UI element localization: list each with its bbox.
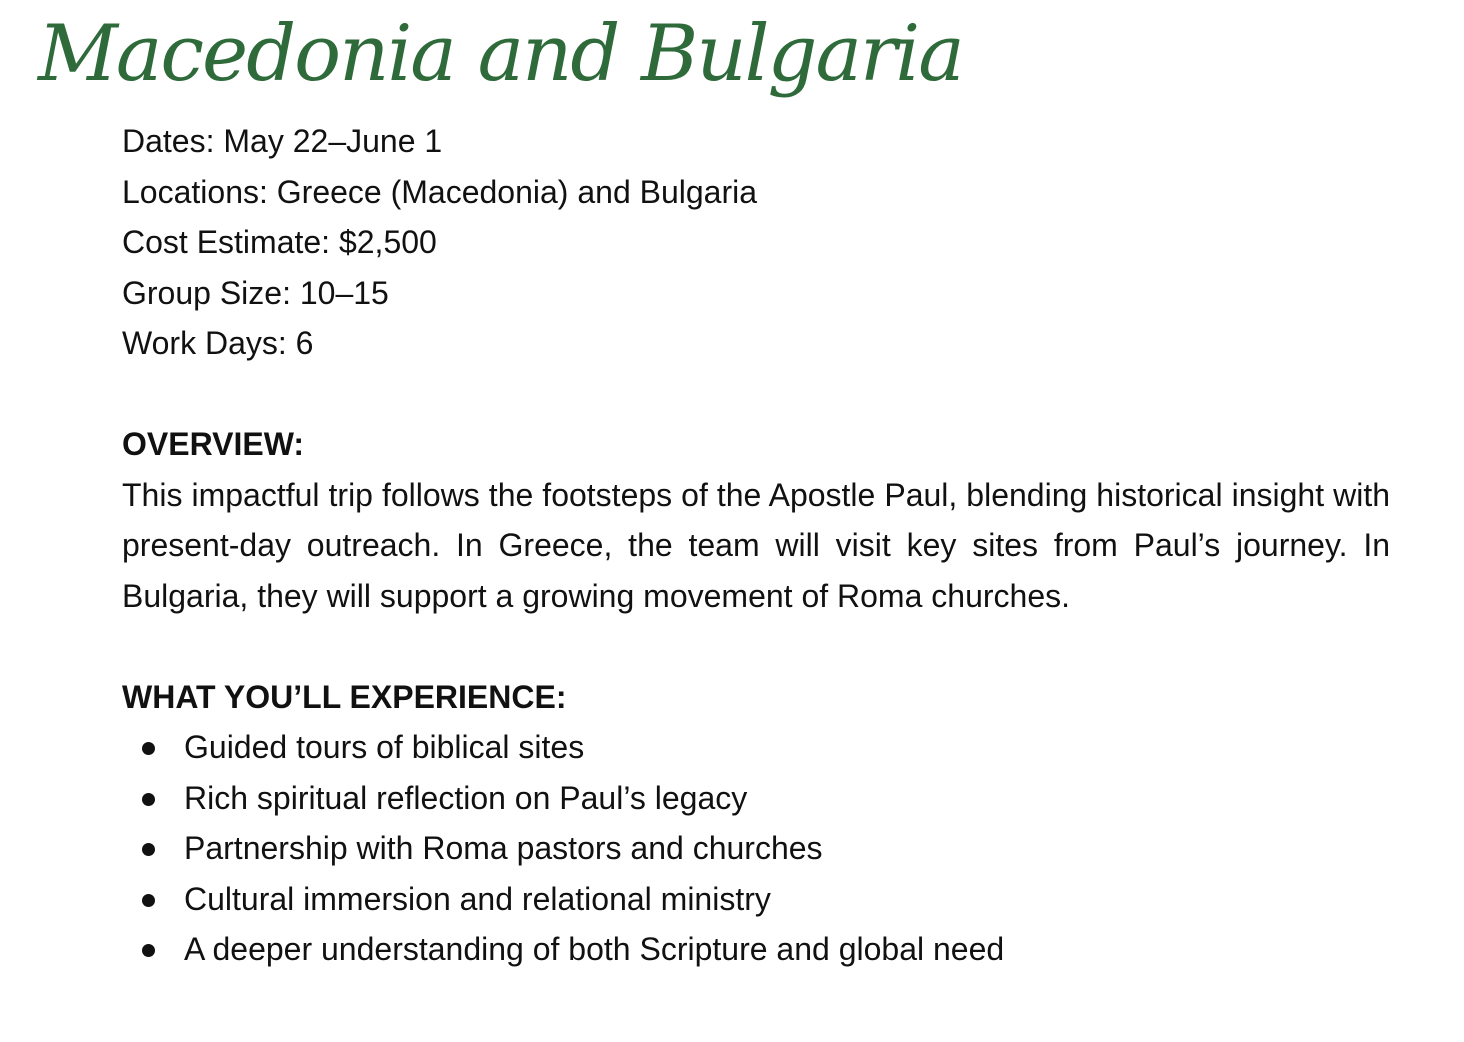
list-item-text: Guided tours of biblical sites [184, 729, 585, 765]
bullet-icon [142, 894, 155, 907]
list-item-text: Cultural immersion and relational ministry [184, 880, 771, 917]
bullet-icon [142, 742, 155, 755]
overview-section [122, 419, 1390, 621]
experience-list [122, 722, 1390, 975]
experience-section [122, 672, 1390, 975]
spacer [122, 369, 1390, 420]
bullet-icon [142, 793, 155, 806]
locations-line: Locations: Greece (Macedonia) and Bulgaria [122, 173, 758, 210]
list-item [122, 773, 1390, 824]
spacer [122, 621, 1390, 672]
list-item-text: Partnership with Roma pastors and churches [184, 830, 823, 866]
bullet-icon [142, 843, 155, 856]
list-item-text: Rich spiritual reflection on Paul’s legacy [184, 779, 748, 816]
overview-heading: OVERVIEW: [122, 426, 304, 462]
list-item [122, 722, 1390, 773]
group-size-line: Group Size: 10–15 [122, 274, 389, 311]
list-item [122, 823, 1390, 874]
document-body [122, 116, 1390, 975]
trip-details [122, 116, 1390, 369]
work-days-line: Work Days: 6 [122, 325, 314, 361]
experience-heading: WHAT YOU’LL EXPERIENCE: [122, 678, 567, 715]
list-item [122, 924, 1390, 975]
dates-line: Dates: May 22–June 1 [122, 123, 443, 159]
list-item-text: A deeper understanding of both Scripture and global need [184, 931, 1005, 967]
overview-paragraph: This impactful trip follows the footsteps of the Apostle Paul, blending historical insight with present-day outreach. In Greece, the team will visit key sites from Paul’s journey. In Bulgaria, they will support a growing movement of Roma churches. [122, 476, 1390, 614]
bullet-icon [142, 944, 155, 957]
page-title: Macedonia and Bulgaria [38, 9, 963, 99]
list-item [122, 874, 1390, 925]
cost-line: Cost Estimate: $2,500 [122, 224, 437, 260]
